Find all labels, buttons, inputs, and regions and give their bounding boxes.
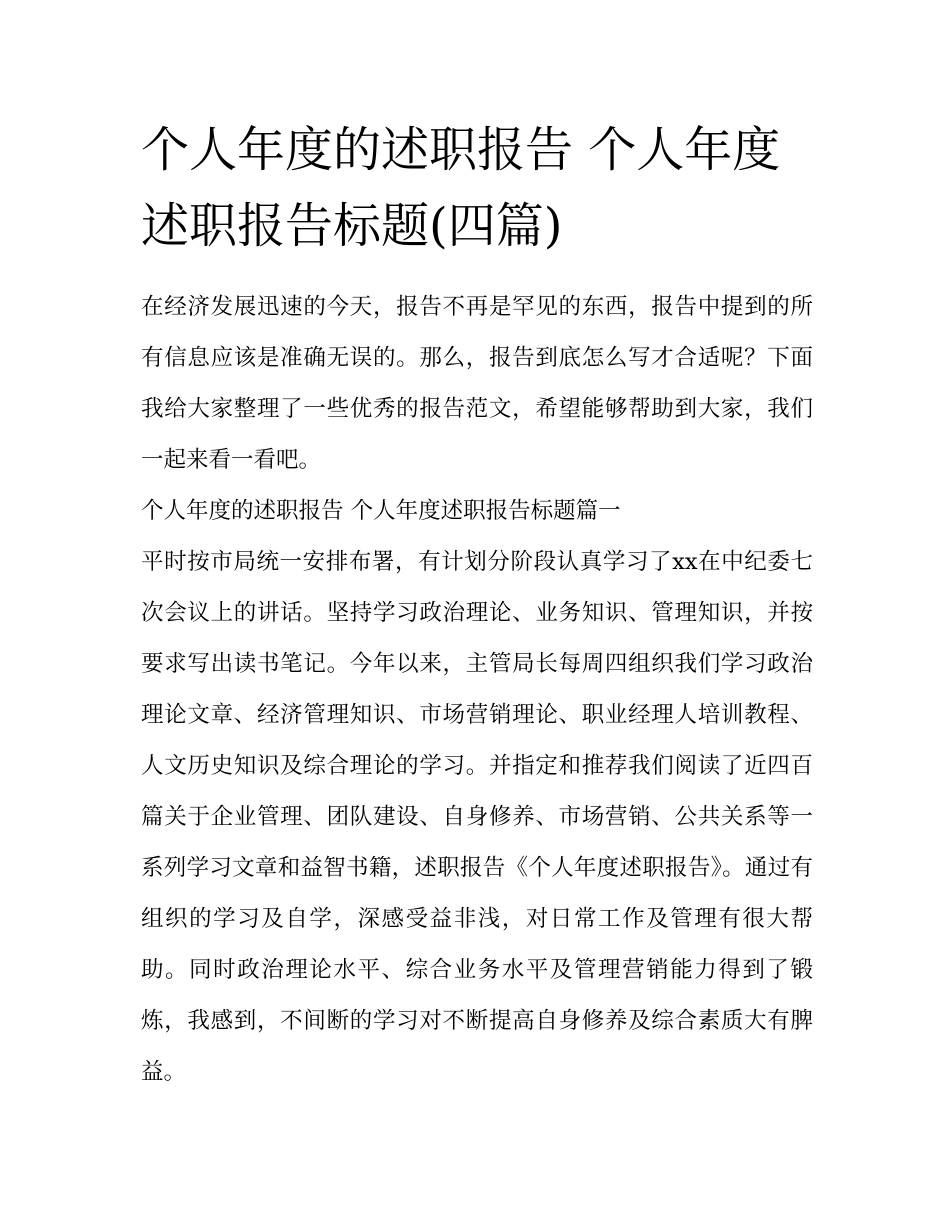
intro-paragraph: 在经济发展迅速的今天，报告不再是罕见的东西，报告中提到的所有信息应该是准确无误的。那么，报告到底怎么写才合适呢？下面我给大家整理了一些优秀的报告范文，希望能够帮助到大家，我们一起来看一看吧。 — [141, 294, 813, 473]
section-heading: 个人年度的述职报告 个人年度述职报告标题篇一 — [141, 498, 621, 524]
document-title: 个人年度的述职报告 个人年度述职报告标题(四篇) — [141, 122, 781, 254]
document-content — [141, 112, 813, 1098]
body-paragraph: 平时按市局统一安排布署，有计划分阶段认真学习了xx在中纪委七次会议上的讲话。坚持学习政治理论、业务知识、管理知识，并按要求写出读书笔记。今年以来，主管局长每周四组织我们学习政治理论文章、经济管理知识、市场营销理论、职业经理人培训教程、人文历史知识及综合理论的学习。并指定和推荐我们阅读了近四百篇关于企业管理、团队建设、自身修养、市场营销、公共关系等一系列学习文章和益智书籍，述职报告《个人年度述职报告》。通过有组织的学习及自学，深感受益非浅，对日常工作及管理有很大帮助。同时政治理论水平、综合业务水平及管理营销能力得到了锻炼，我感到，不间断的学习对不断提高自身修养及综合素质大有脾益。 — [141, 549, 813, 1085]
